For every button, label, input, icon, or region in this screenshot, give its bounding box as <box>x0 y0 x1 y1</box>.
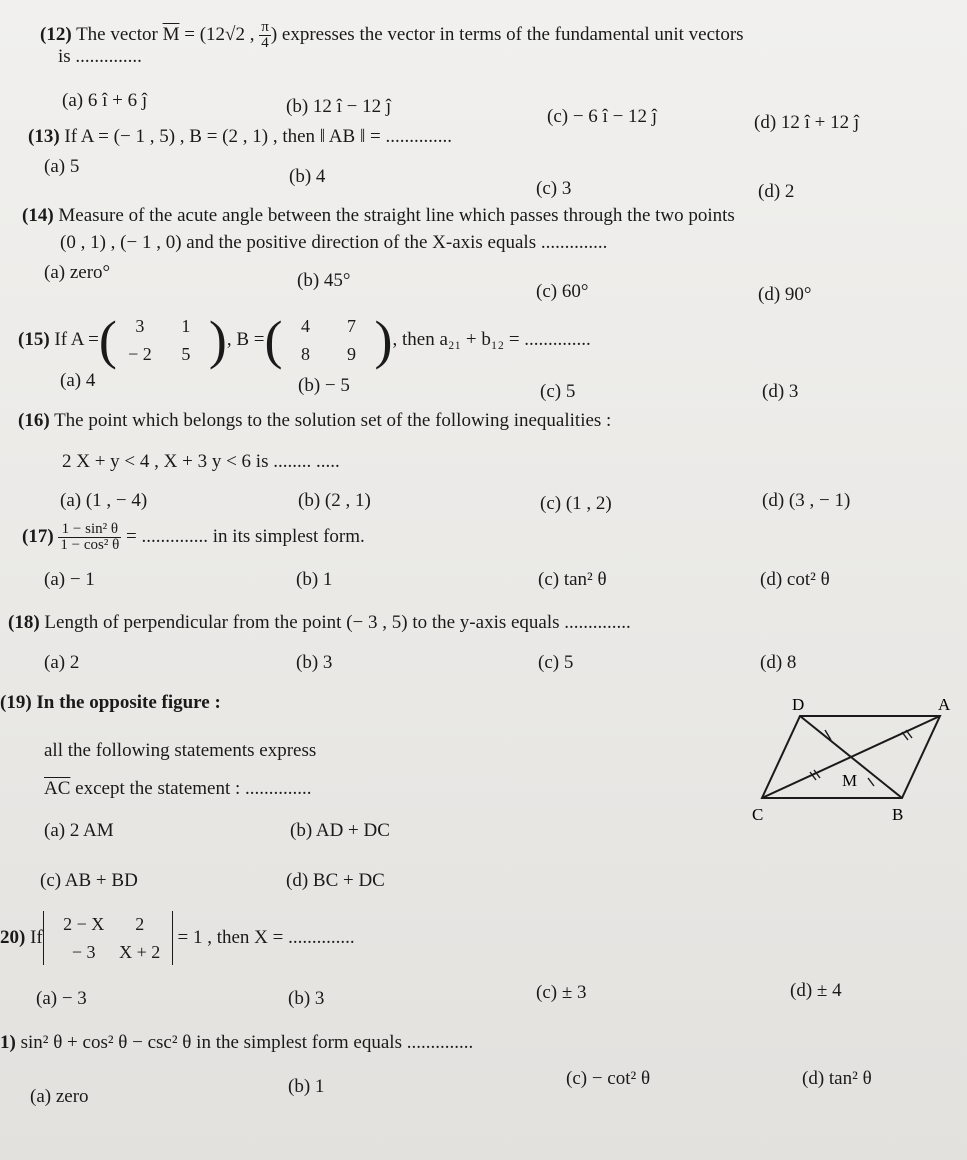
matrix-b: ( 4 7 8 9 ) <box>264 310 393 370</box>
option-13d: (d) 2 <box>758 181 795 202</box>
question-15: (15) If A = ( 3 1 − 2 5 ) , B = ( 4 7 8 9 ) , then a₂₁ + b₁₂ = .............. <box>18 310 591 370</box>
label-c: C <box>752 805 764 824</box>
option-14d: (d) 90° <box>758 284 812 305</box>
label-d: D <box>792 695 805 714</box>
option-16c: (c) (1 , 2) <box>540 493 612 514</box>
option-19a: (a) 2 AM <box>44 820 114 841</box>
option-15b: (b) − 5 <box>298 375 350 396</box>
option-17c: (c) tan² θ <box>538 569 607 590</box>
option-17b: (b) 1 <box>296 569 333 590</box>
option-16a: (a) (1 , − 4) <box>60 490 148 511</box>
option-14c: (c) 60° <box>536 281 589 302</box>
option-20a: (a) − 3 <box>36 988 87 1009</box>
option-13c: (c) 3 <box>536 178 572 199</box>
question-14-line2: (0 , 1) , (− 1 , 0) and the positive direction of the X-axis equals .............. <box>60 232 608 253</box>
option-20d: (d) ± 4 <box>790 980 842 1001</box>
tick-mark <box>868 778 874 786</box>
label-a: A <box>938 695 951 714</box>
option-14b: (b) 45° <box>297 270 351 291</box>
option-16b: (b) (2 , 1) <box>298 490 371 511</box>
option-21a: (a) zero <box>30 1086 89 1107</box>
option-18d: (d) 8 <box>760 652 797 673</box>
question-14: (14) Measure of the acute angle between the straight line which passes through the two points <box>22 205 735 226</box>
option-13b: (b) 4 <box>289 166 326 187</box>
label-m: M <box>842 771 858 790</box>
question-20: 20) If 2 − X 2 − 3 X + 2 = 1 , then X = .............. <box>0 908 355 968</box>
question-19-line2: all the following statements express <box>44 740 317 761</box>
label-b: B <box>892 805 904 824</box>
question-16: (16) The point which belongs to the solution set of the following inequalities : <box>18 410 612 431</box>
option-14a: (a) zero° <box>44 262 111 283</box>
question-12: (12) The vector $\overline{M} = (12√2$ , $\frac{\pi}{4}$ ) expresses the vector in terms of the fundamental unit vectors <box>40 19 744 51</box>
option-12a: (a) 6 î + 6 ĵ <box>62 90 148 111</box>
parallelogram-figure <box>742 690 962 830</box>
determinant: 2 − X 2 − 3 X + 2 <box>43 911 173 965</box>
option-13a: (a) 5 <box>44 156 80 177</box>
option-18b: (b) 3 <box>296 652 333 673</box>
option-20b: (b) 3 <box>288 988 325 1009</box>
question-18: (18) Length of perpendicular from the point (− 3 , 5) to the y-axis equals .............. <box>8 612 631 633</box>
option-19d: (d) BC + DC <box>286 870 385 891</box>
option-17d: (d) cot² θ <box>760 569 830 590</box>
option-21d: (d) tan² θ <box>802 1068 872 1089</box>
matrix-a: ( 3 1 − 2 5 ) <box>98 310 227 370</box>
option-21c: (c) − cot² θ <box>566 1068 651 1089</box>
option-15c: (c) 5 <box>540 381 576 402</box>
sin-cos-fraction: $\frac{\text{1 − sin² θ}}{\text{1 − cos² θ}}$ <box>60 520 120 553</box>
option-16d: (d) (3 , − 1) <box>762 490 851 511</box>
question-19: (19) In the opposite figure : <box>0 692 221 713</box>
option-15d: (d) 3 <box>762 381 799 402</box>
option-21b: (b) 1 <box>288 1076 325 1097</box>
question-17: (17) $\frac{\text{1 − sin² θ}}{\text{1 − cos² θ}}$ = .............. in its simplest form. <box>22 520 365 553</box>
option-12c: (c) − 6 î − 12 ĵ <box>547 106 658 127</box>
option-12b: (b) 12 î − 12 ĵ <box>286 96 392 117</box>
option-19c: (c) AB + BD <box>40 870 138 891</box>
pi-over-4-fraction: $\frac{\pi}{4}$ <box>261 19 269 51</box>
question-13: (13) If A = (− 1 , 5) , B = (2 , 1) , then ‖ AB ‖ = .............. <box>28 126 453 147</box>
option-19b: (b) AD + DC <box>290 820 390 841</box>
option-20c: (c) ± 3 <box>536 982 587 1003</box>
inequalities: 2 X + y < 4 , X + 3 y < 6 is ........ ..... <box>62 451 340 472</box>
question-12-blank: is .............. <box>58 46 142 67</box>
option-17a: (a) − 1 <box>44 569 95 590</box>
option-18c: (c) 5 <box>538 652 574 673</box>
question-21: 1) sin² θ + cos² θ − csc² θ in the simplest form equals .............. <box>0 1032 474 1053</box>
option-12d: (d) 12 î + 12 ĵ <box>754 112 860 133</box>
option-18a: (a) 2 <box>44 652 80 673</box>
option-15a: (a) 4 <box>60 370 96 391</box>
question-19-line3: $\overline{AC}$ except the statement : .............. <box>44 778 312 799</box>
